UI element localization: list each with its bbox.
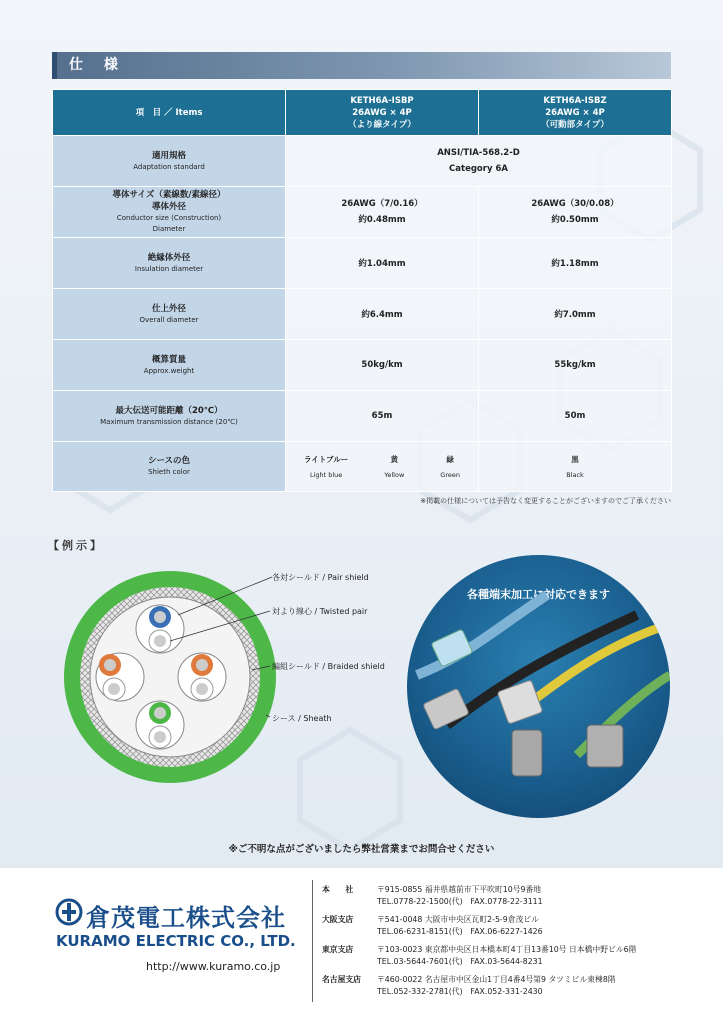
header-col-isbz [479, 90, 672, 136]
row-value [286, 187, 479, 238]
section-title: 仕 様 [69, 57, 126, 73]
office-head: 本 社 〒915-0855 福井県越前市下平吹町10号9番地 TEL.0778-22-1500(代) FAX.0778-22-3111 [322, 885, 543, 906]
label-en: Insulation diameter [134, 264, 204, 273]
callout-braided-shield: 編組シールド / Braided shield [272, 662, 385, 671]
header-line: （可動部タイプ） [541, 119, 609, 130]
value-line: 26AWG（30/0.08） [531, 199, 619, 209]
label-en: Maximum transmission distance (20℃) [100, 417, 238, 426]
photo-title: 各種端末加工に対応できます [467, 588, 610, 601]
pair-orange-right [178, 653, 226, 701]
row-label [53, 340, 286, 391]
row-value: 65m [286, 391, 479, 442]
row-label [53, 187, 286, 238]
table-row [53, 289, 672, 340]
office-nagoya: 名古屋支店 〒460-0022 名古屋市中区金山1丁目4番4号第9 タツミビル東棟8階 TEL.052-332-2781(代) FAX.052-331-2430 [322, 975, 616, 996]
row-value: 50kg/km [286, 340, 479, 391]
row-label [53, 391, 286, 442]
value-line: 約0.50mm [551, 215, 599, 225]
table-row [53, 442, 672, 492]
header-line: KETH6A-ISBP [350, 95, 414, 106]
value-line: 26AWG（7/0.16） [341, 199, 423, 209]
row-label [53, 136, 286, 187]
cables-illustration [407, 555, 670, 818]
row-value-colors [479, 442, 672, 492]
table-row [53, 136, 672, 187]
value-line: Category 6A [449, 164, 508, 174]
pair-orange-left [96, 653, 144, 701]
label-jp: シースの色 [147, 456, 191, 466]
header-line: KETH6A-ISBZ [543, 95, 607, 106]
company-name-jp: 倉茂電工株式会社 [86, 904, 286, 932]
footer-divider [312, 880, 313, 1002]
connector-photo [407, 555, 670, 818]
table-row [53, 391, 672, 442]
label-en: Overall diameter [139, 315, 199, 324]
label-en: Approx.weight [143, 366, 195, 375]
row-value: 約6.4mm [286, 289, 479, 340]
row-value: 約7.0mm [479, 289, 672, 340]
value-line: ANSI/TIA-568.2-D [437, 148, 520, 158]
footer [0, 868, 723, 1024]
row-label [53, 289, 286, 340]
label-jp: 概算質量 [151, 354, 186, 365]
row-label [53, 238, 286, 289]
label-jp: 適用規格 [151, 150, 186, 161]
spec-table [52, 89, 672, 492]
callout-twisted-pair: 対より線心 / Twisted pair [272, 607, 368, 616]
header-items: 項 目 ／ Items [53, 90, 286, 136]
callout-pair-shield: 各対シールド / Pair shield [272, 573, 369, 582]
color-black: 黒 Black [566, 455, 584, 479]
table-row [53, 187, 672, 238]
header-line: （より線タイプ） [348, 119, 416, 130]
header-col-isbp [286, 90, 479, 136]
office-tokyo: 東京支店 〒103-0023 東京都中央区日本橋本町4丁目13番10号 日本橋中野ビル6階 TEL.03-5644-7601(代) FAX.03-5644-8231 [322, 945, 637, 966]
office-osaka: 大阪支店 〒541-0048 大阪市中央区瓦町2-5-9倉茂ビル TEL.06-6231-8151(代) FAX.06-6227-1426 [322, 915, 543, 936]
contact-note: ※ご不明な点がございましたら弊社営業までお問合せください [228, 844, 495, 855]
company-name-en: KURAMO ELECTRIC CO., LTD. [56, 932, 296, 950]
spec-note: ※掲載の仕様については予告なく変更することがございますのでご了承ください [420, 497, 671, 505]
color-yellow: 黄 Yellow [384, 455, 405, 479]
value-line: 約0.48mm [358, 215, 406, 225]
label-jp: 絶縁体外径 [147, 252, 191, 263]
label-en: Shieth color [148, 468, 190, 476]
color-green: 緑 Green [440, 455, 460, 479]
color-light-blue: ライトブルー Light blue [304, 455, 349, 479]
row-value-shared [286, 136, 672, 187]
label-jp: 最大伝送可能距離（20℃） [115, 405, 223, 416]
callout-sheath: シース / Sheath [272, 714, 332, 723]
spec-section-header [52, 52, 671, 79]
pair-green [136, 701, 184, 749]
row-label [53, 442, 286, 492]
company-logo-icon [55, 898, 83, 926]
table-row [53, 238, 672, 289]
row-value-colors [286, 442, 479, 492]
row-value: 55kg/km [479, 340, 672, 391]
row-value: 約1.04mm [286, 238, 479, 289]
table-header-row [53, 90, 672, 136]
label-jp: 導体サイズ（素線数/素線径） [112, 190, 226, 200]
company-url[interactable]: http://www.kuramo.co.jp [146, 960, 281, 973]
office-list [322, 884, 636, 1004]
header-line: 26AWG × 4P [352, 107, 412, 118]
cable-cross-section-diagram [52, 565, 302, 805]
example-title: 【例示】 [48, 539, 104, 552]
header-line: 26AWG × 4P [545, 107, 605, 118]
row-value [479, 187, 672, 238]
label-en: Adaptation standard [133, 162, 205, 171]
table-row [53, 340, 672, 391]
row-value: 50m [479, 391, 672, 442]
label-jp: 導体外径 [151, 202, 186, 212]
label-jp: 仕上外径 [151, 303, 186, 314]
label-en: Diameter [152, 225, 186, 233]
label-en: Conductor size (Construction) [116, 214, 222, 222]
row-value: 約1.18mm [479, 238, 672, 289]
pair-blue [136, 605, 184, 653]
